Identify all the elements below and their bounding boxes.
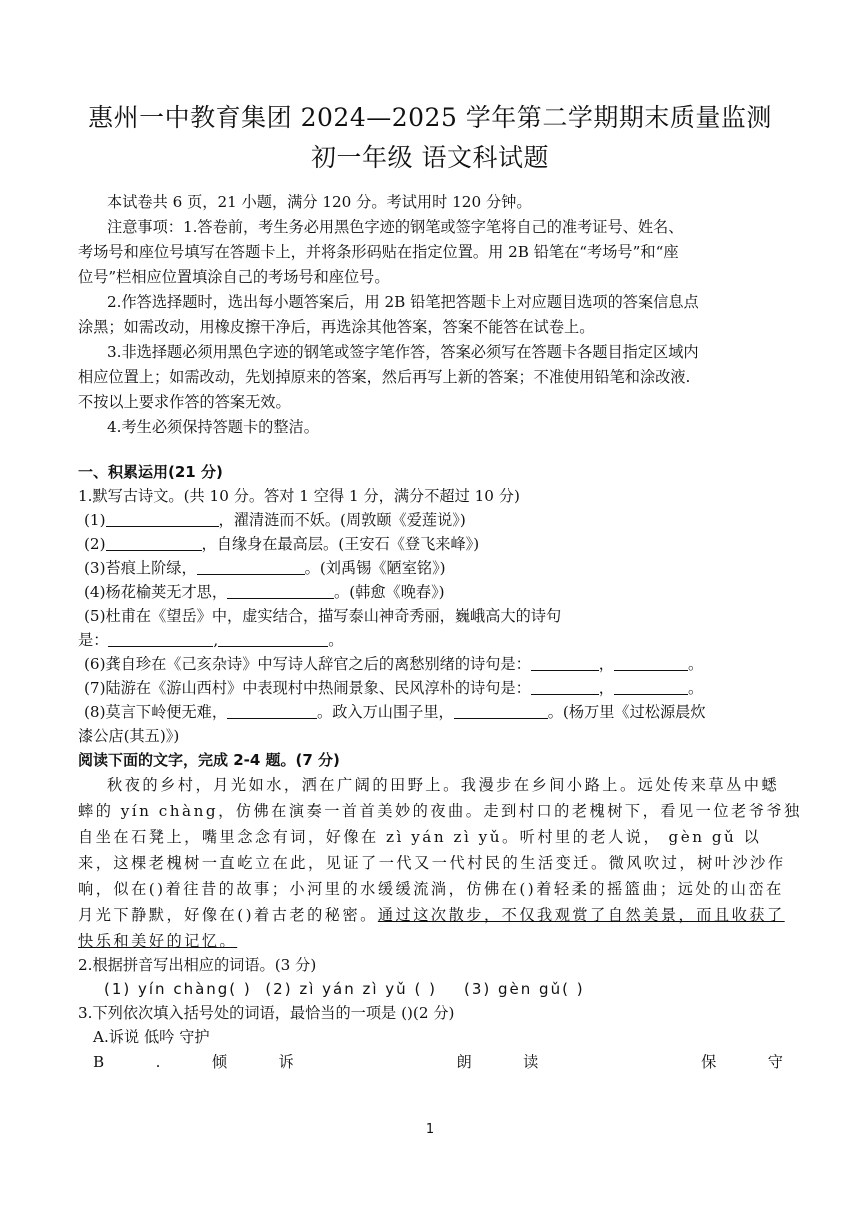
answer-blank	[614, 679, 688, 695]
answer-blank	[227, 703, 317, 719]
passage-line-2: 蟀的 yín chàng，仿佛在演奏一首首美妙的夜曲。走到村口的老槐树下，看见一位老爷爷独	[78, 802, 802, 820]
exam-intro: 本试卷共 6 页，21 小题，满分 120 分。考试用时 120 分钟。	[107, 193, 532, 211]
item-text: 。	[328, 631, 344, 649]
passage-line-4: 来，这棵老槐树一直屹立在此，见证了一代又一代村民的生活变迁。微风吹过，树叶沙沙作	[78, 854, 786, 872]
answer-blank	[106, 535, 202, 551]
question-3-option-b	[93, 1050, 783, 1074]
answer-blank	[106, 511, 219, 527]
passage-line-5: 响，似在()着往昔的故事；小河里的水缓缓流淌，仿佛在()着轻柔的摇篮曲；远处的山峦在	[78, 880, 784, 898]
question-1-item-7	[84, 676, 789, 700]
answer-blank	[218, 631, 328, 647]
question-1-item-6	[84, 652, 789, 676]
option-gap	[590, 1050, 650, 1074]
notice-3c: 不按以上要求作答的答案无效。	[78, 393, 291, 411]
answer-blank	[614, 655, 688, 671]
item-text: 是：	[78, 631, 109, 649]
question-1-item-5b	[78, 628, 783, 652]
passage-text: 月光下静默，好像在()着古老的秘密。	[78, 906, 378, 924]
item-text: (4)杨花榆荚无才思，	[84, 583, 228, 601]
notice-3b: 相应位置上；如需改动，先划掉原来的答案，然后再写上新的答案；不准使用铅笔和涂改液.	[78, 368, 691, 386]
item-text: ，	[598, 679, 614, 697]
option-char: 读	[523, 1053, 539, 1071]
pinyin-item: (3) gèn gǔ( )	[464, 980, 585, 998]
item-text: (8)莫言下岭便无难，	[84, 703, 228, 721]
question-1-item-5a: (5)杜甫在《望岳》中，虚实结合，描写泰山神奇秀丽，巍峨高大的诗句	[84, 607, 562, 625]
item-text: 。(韩愈《晚春》)	[334, 583, 445, 601]
notice-1a: 注意事项：1.答卷前，考生务必用黑色字迹的钢笔或签字笔将自己的准考证号、姓名、	[107, 218, 684, 236]
item-text: ，自缘身在最高层。(王安石《登飞来峰》)	[201, 535, 480, 553]
item-text: 。(杨万里《过松源晨炊	[547, 703, 706, 721]
question-1-item-1	[84, 508, 789, 532]
item-text: 。	[687, 655, 704, 673]
answer-blank	[227, 583, 334, 599]
notice-1c: 位号”栏相应位置填涂自己的考场号和座位号。	[78, 268, 390, 286]
item-text: (3)苔痕上阶绿，	[84, 559, 197, 577]
passage-line-3: 自坐在石凳上，嘴里念念有词，好像在 zì yán zì yǔ。听村里的老人说， gèn gǔ 以	[78, 828, 762, 846]
passage-line-6	[78, 903, 783, 927]
reading-heading: 阅读下面的文字，完成 2-4 题。(7 分)	[78, 751, 340, 769]
item-text: 。	[687, 679, 704, 697]
question-1-item-8b: 漆公店(其五)》)	[78, 727, 180, 745]
notice-4: 4.考生必须保持答题卡的整洁。	[107, 418, 319, 436]
passage-line-1: 秋夜的乡村，月光如水，洒在广阔的田野上。我漫步在乡间小路上。远处传来草丛中蟋	[107, 776, 780, 794]
notice-2a: 2.作答选择题时，选出每小题答案后，用 2B 铅笔把答题卡上对应题目选项的答案信息点	[107, 293, 699, 311]
notice-2b: 涂黑；如需改动，用橡皮擦干净后，再选涂其他答案，答案不能答在试卷上。	[78, 318, 595, 336]
answer-blank	[108, 631, 213, 647]
option-char: .	[155, 1053, 161, 1071]
option-char: B	[93, 1053, 105, 1071]
item-text: (2)	[84, 535, 106, 553]
item-text: (6)龚自珍在《己亥杂诗》中写诗人辞官之后的离愁别绪的诗句是：	[84, 655, 531, 673]
answer-blank	[454, 703, 548, 719]
option-char: 守	[767, 1053, 783, 1071]
question-1-item-3	[84, 556, 789, 580]
section-heading: 一、积累运用(21 分)	[78, 463, 223, 481]
question-2-stem: 2.根据拼音写出相应的词语。(3 分)	[78, 956, 317, 974]
option-char: 诉	[278, 1053, 294, 1071]
answer-blank	[197, 559, 305, 575]
answer-blank	[531, 679, 599, 695]
notice-1b: 考场号和座位号填写在答题卡上，并将条形码贴在指定位置。用 2B 铅笔在“考场号”和“座	[78, 243, 679, 261]
question-1-item-2	[84, 532, 789, 556]
item-text: ,	[213, 631, 219, 649]
page-number: 1	[425, 1122, 435, 1137]
question-1-item-4	[84, 580, 789, 604]
option-char: 倾	[211, 1053, 228, 1071]
answer-blank	[531, 655, 599, 671]
item-text: (7)陆游在《游山西村》中表现村中热闹景象、民风淳朴的诗句是：	[84, 679, 531, 697]
question-1-item-8	[84, 700, 789, 724]
question-2-parts	[104, 977, 809, 1001]
exam-title: 惠州一中教育集团 2024—2025 学年第二学期期末质量监测	[88, 103, 772, 132]
item-text: (1)	[84, 511, 106, 529]
pinyin-item: (2) zì yán zì yǔ ( )	[265, 980, 437, 998]
exam-subtitle: 初一年级 语文科试题	[311, 143, 549, 172]
item-text: 。(刘禹锡《陋室铭》)	[304, 559, 446, 577]
notice-3a: 3.非选择题必须用黑色字迹的钢笔或签字笔作答，答案必须写在答题卡各题目指定区域内	[107, 343, 699, 361]
option-char: 保	[701, 1053, 717, 1071]
underlined-sentence: 快乐和美好的记忆。	[78, 932, 238, 950]
item-text: 。政入万山围子里，	[317, 703, 454, 721]
item-text: ，	[598, 655, 614, 673]
option-char: 朗	[456, 1053, 472, 1071]
passage-line-7	[78, 929, 783, 953]
question-3-stem: 3.下列依次填入括号处的词语，最恰当的一项是 ()(2 分)	[78, 1004, 455, 1022]
question-1-stem: 1.默写古诗文。(共 10 分。答对 1 空得 1 分，满分不超过 10 分)	[78, 487, 520, 505]
option-gap	[345, 1050, 405, 1074]
item-text: ，濯清涟而不妖。(周敦颐《爱莲说》)	[218, 511, 466, 529]
pinyin-item: (1) yín chàng( )	[104, 980, 252, 998]
underlined-sentence: 通过这次散步，不仅我观赏了自然美景，而且收获了	[377, 906, 785, 924]
question-3-option-a: A.诉说 低吟 守护	[93, 1028, 210, 1046]
